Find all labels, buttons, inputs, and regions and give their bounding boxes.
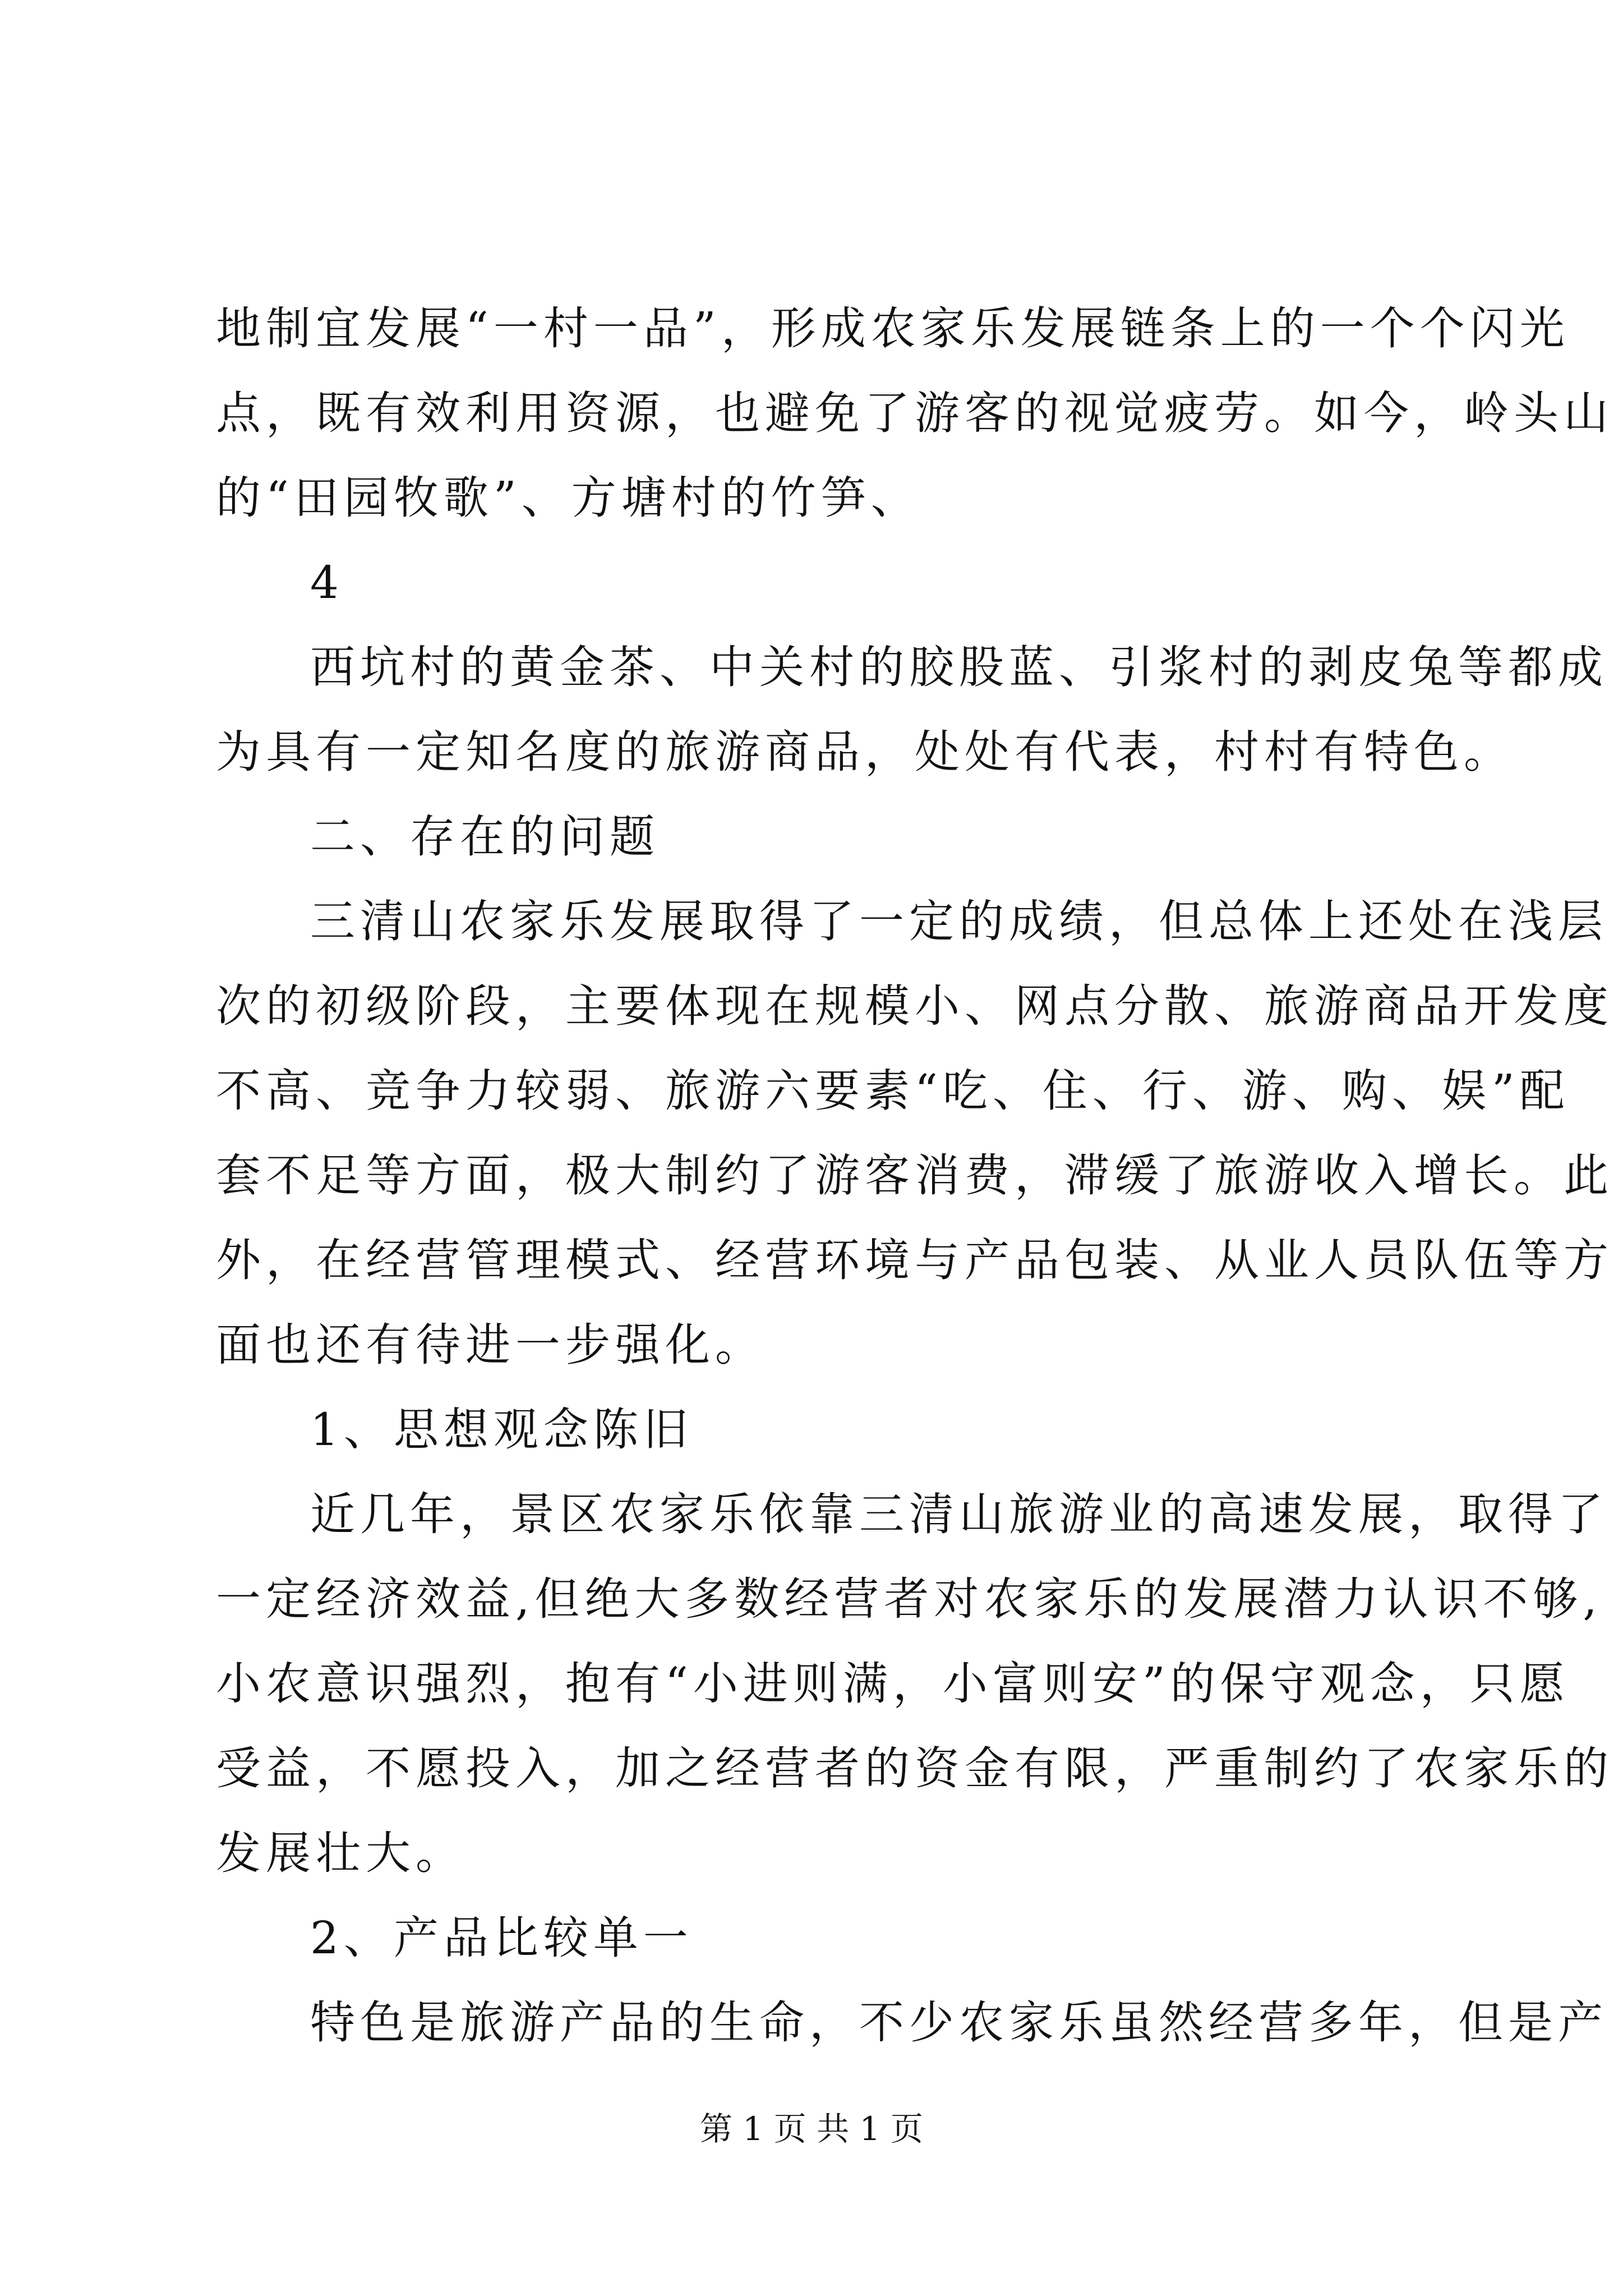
- page-footer: 第 1 页 共 1 页: [700, 2110, 923, 2148]
- text-line: 发展壮大。: [216, 1827, 465, 1879]
- subsection-heading: 2、产品比较单一: [310, 1912, 693, 1964]
- text-line: 套不足等方面，极大制约了游客消费，滞缓了旅游收入增长。此: [216, 1149, 1613, 1202]
- text-line: 小农意识强烈，抱有“小进则满，小富则安”的保守观念，只愿: [216, 1658, 1570, 1710]
- text-line: 一定经济效益,但绝大多数经营者对农家乐的发展潜力认识不够,: [216, 1573, 1602, 1625]
- text-line: 西坑村的黄金茶、中关村的胶股蓝、引浆村的剥皮兔等都成: [310, 641, 1608, 693]
- subsection-heading: 1、思想观念陈旧: [310, 1404, 693, 1456]
- text-line: 为具有一定知名度的旅游商品，处处有代表，村村有特色。: [216, 726, 1514, 778]
- text-line: 特色是旅游产品的生命，不少农家乐虽然经营多年，但是产: [310, 1996, 1608, 2049]
- text-line: 外，在经营管理模式、经营环境与产品包装、从业人员队伍等方: [216, 1234, 1613, 1286]
- text-line: 面也还有待进一步强化。: [216, 1319, 765, 1371]
- page-number-marker: 4: [310, 556, 344, 609]
- text-line: 次的初级阶段，主要体现在规模小、网点分散、旅游商品开发度: [216, 980, 1613, 1032]
- text-line: 的“田园牧歌”、方塘村的竹笋、: [216, 472, 921, 524]
- text-line: 近几年，景区农家乐依靠三清山旅游业的高速发展，取得了: [310, 1488, 1608, 1540]
- section-heading: 二、存在的问题: [310, 811, 660, 863]
- text-line: 点，既有效利用资源，也避免了游客的视觉疲劳。如今，岭头山: [216, 387, 1613, 439]
- text-line: 不高、竞争力较弱、旅游六要素“吃、住、行、游、购、娱”配: [216, 1065, 1570, 1117]
- document-body: [216, 286, 1613, 2065]
- text-line: 地制宜发展“一村一品”，形成农家乐发展链条上的一个个闪光: [216, 302, 1570, 355]
- text-line: 受益，不愿投入，加之经营者的资金有限，严重制约了农家乐的: [216, 1742, 1613, 1795]
- text-line: 三清山农家乐发展取得了一定的成绩，但总体上还处在浅层: [310, 895, 1608, 947]
